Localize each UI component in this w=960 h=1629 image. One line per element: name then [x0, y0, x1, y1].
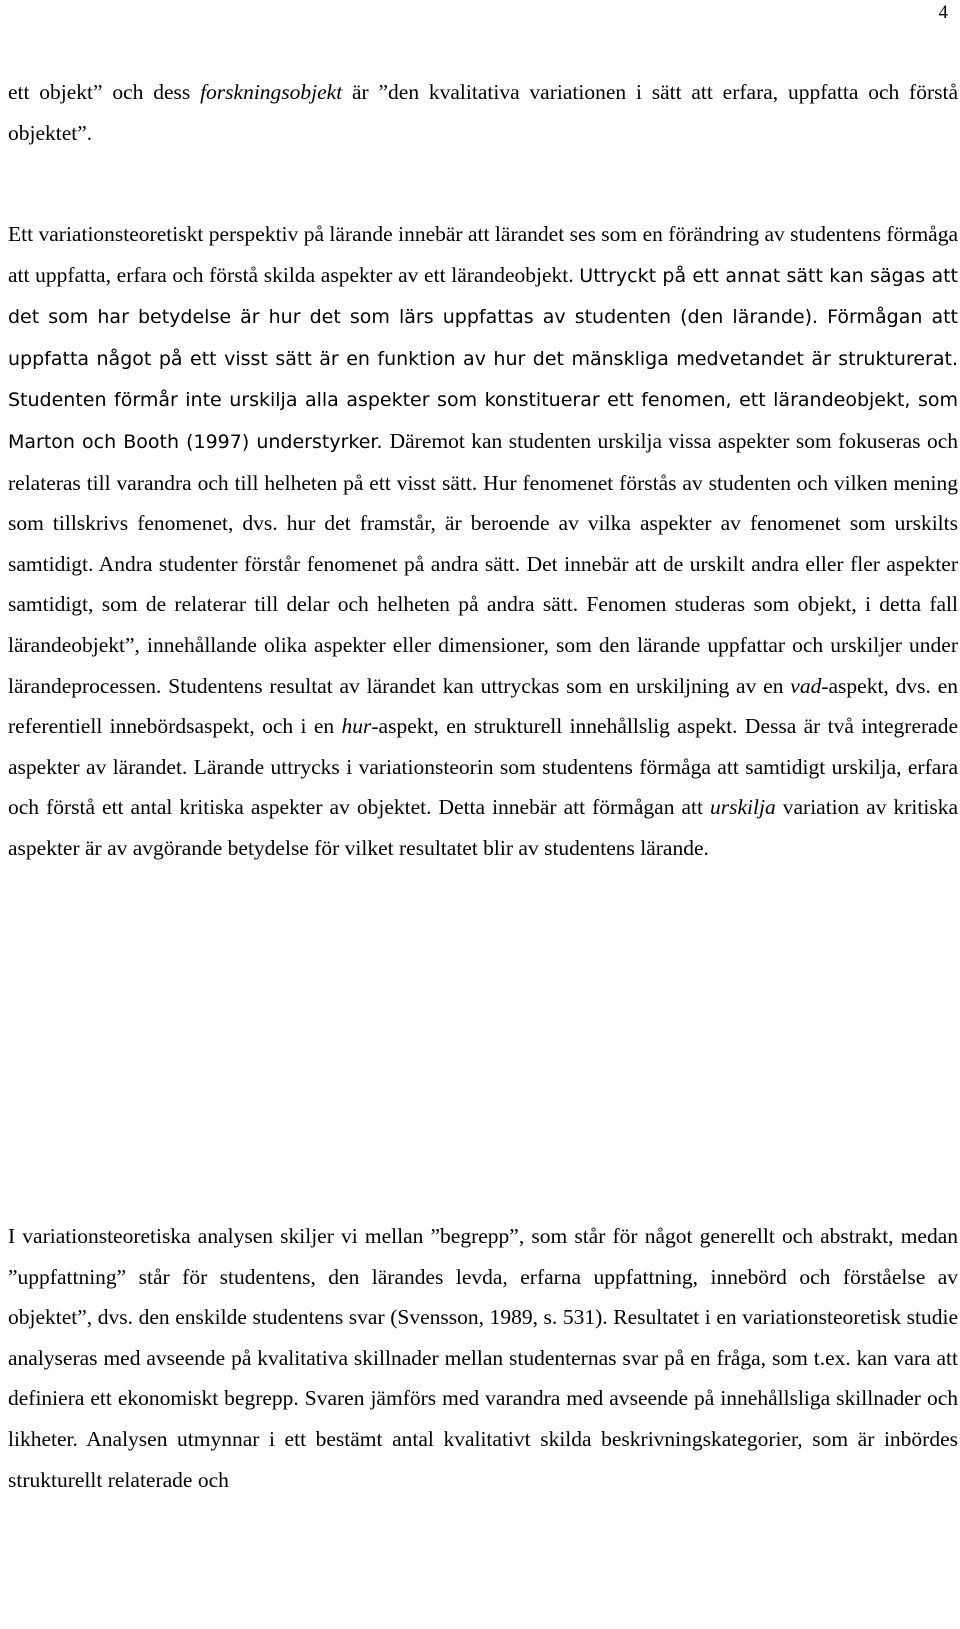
paragraph-2-emphasis-urskilja: urskilja: [710, 795, 776, 820]
paragraph-2-text-a: Ett variationsteoretiskt perspektiv på lärande innebär att lärandet ses som en förändring av studentens förmåga att uppfatta, erfara och förstå skilda aspekter av ett lärandeobjekt.: [8, 222, 958, 287]
paragraph-2-emphasis-vad: vad: [790, 673, 822, 698]
paragraph-2-text-c: Studenten förmår inte urskilja alla aspekter som konstituerar ett fenomen, ett lärandeobjekt, som Marton och Booth (1997) understyrker.: [8, 389, 958, 453]
paragraph-3-text: I variationsteoretiska analysen skiljer vi mellan ”begrepp”, som står för något generellt och abstrakt, medan ”uppfattning” står för studentens, den lärandes levda, erfarna uppfattning, innebörd och förståelse av objektet”, dvs. den enskilde studentens svar (Svensson, 1989, s. 531). Resultatet i en variationsteoretisk studie analyseras med avseende på kvalitativa skillnader mellan studenternas svar på en fråga, som t.ex. kan vara att definiera ett ekonomiskt begrepp. Svaren jämförs med varandra med avseende på innehållsliga skillnader och likheter. Analysen utmynnar i ett bestämt antal kvalitativt skilda beskrivningskategorier, som är inbördes strukturellt relaterade och: [8, 1224, 958, 1492]
paragraph-1-text-b: är ”den kvalitativa variationen i sätt att erfara, uppfatta och förstå objektet”.: [8, 80, 959, 145]
paragraph-2-text-e: -aspekt, dvs. en referentiell innebördsaspekt, och i en: [8, 673, 958, 739]
paragraph-2-text-f: -aspekt, en strukturell innehållslig aspekt. Dessa är två integrerade aspekter av lärandet. Lärande uttrycks i variationsteorin som studentens förmåga att samtidigt urskilja, erfara och förstå ett antal kritiska aspekter av objektet. Detta innebär att förmågan att: [8, 714, 958, 820]
page-number: 4: [938, 2, 948, 23]
paragraph-1: [8, 72, 958, 153]
paragraph-1-emphasis: forskningsobjekt: [200, 80, 343, 104]
paragraph-2-text-g: variation av kritiska aspekter är av avgörande betydelse för vilket resultatet blir av studentens lärande.: [8, 795, 958, 860]
paragraph-2: [8, 214, 958, 869]
paragraph-1-text-a: ett objekt” och dess: [8, 80, 201, 104]
paragraph-3: [8, 1216, 958, 1500]
paragraph-2-text-b: Uttryckt på ett annat sätt kan sägas att det som har betydelse är hur det som lärs uppfattas av studenten (den lärande). Förmågan att uppfatta något på ett visst sätt är en funktion av hur det mänskliga medvetandet är strukturerat.: [8, 264, 958, 370]
paragraph-2-text-d: Däremot kan studenten urskilja vissa aspekter som fokuseras och relateras till varandra och till helheten på ett visst sätt. Hur fenomenet förstås av studenten och vilken mening som tillskrivs fenomenet, dvs. hur det framstår, är beroende av vilka aspekter av fenomenet som urskilts samtidigt. Andra studenter förstår fenomenet på andra sätt. Det innebär att de urskilt andra eller fler aspekter samtidigt, som de relaterar till delar och helheten på andra sätt. Fenomen studeras som objekt, i detta fall lärandeobjekt”, innehållande olika aspekter eller dimensioner, som den lärande uppfattar och urskiljer under lärandeprocessen. Studentens resultat av lärandet kan uttryckas som en urskiljning av en: [8, 428, 958, 698]
paragraph-2-emphasis-hur: hur: [341, 714, 372, 739]
